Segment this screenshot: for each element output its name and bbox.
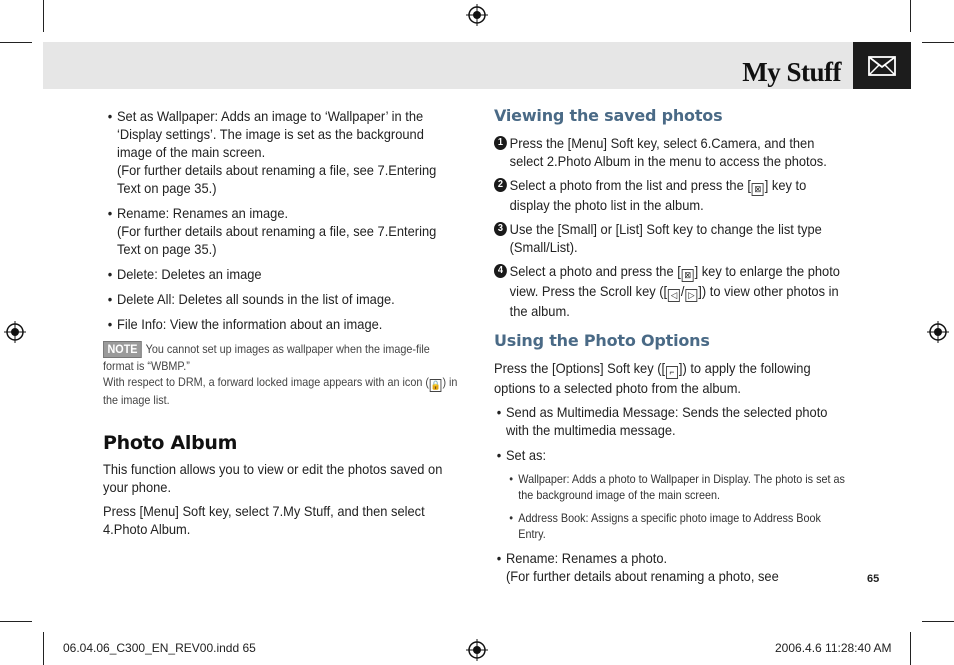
envelope-icon-box bbox=[853, 42, 911, 89]
crop-mark bbox=[43, 632, 44, 665]
list-item: • Send as Multimedia Message: Sends the selected photo with the multimedia message. bbox=[494, 403, 846, 439]
list-item: • Rename: Renames an image. (For further details about renaming a file, see 7.Entering Text on page 35.) bbox=[105, 204, 461, 258]
list-item: • File Info: View the information about an image. bbox=[105, 315, 461, 333]
step-number: 2 bbox=[494, 178, 507, 192]
scroll-left-icon: ◁ bbox=[668, 289, 680, 302]
list-item: • Delete: Deletes an image bbox=[105, 265, 461, 283]
footer-timestamp: 2006.4.6 11:28:40 AM bbox=[775, 641, 892, 655]
subsection-heading: Viewing the saved photos bbox=[494, 106, 723, 125]
step-item: 4 Select a photo and press the [ ⊠ ] key to enlarge the photo view. Press the Scroll key ([ ◁ / ▷ ]) to view other photos in the album. bbox=[494, 262, 846, 320]
registration-mark-icon bbox=[4, 321, 26, 343]
paragraph: This function allows you to view or edit the photos saved on your phone. bbox=[103, 461, 443, 495]
crop-mark bbox=[43, 0, 44, 32]
note-text: You cannot set up images as wallpaper when the image-file format is “WBMP.” bbox=[103, 342, 430, 373]
ok-key-icon: ⊠ bbox=[752, 183, 764, 196]
scroll-right-icon: ▷ bbox=[685, 289, 697, 302]
crop-mark bbox=[910, 0, 911, 32]
paragraph: Press the [Options] Soft key ([ ⌐ ]) to apply the following options to a selected photo from the album. bbox=[494, 360, 811, 396]
section-heading: Photo Album bbox=[103, 432, 238, 454]
envelope-icon bbox=[868, 56, 896, 76]
footer-filename: 06.04.06_C300_EN_REV00.indd 65 bbox=[63, 641, 256, 655]
note-badge: NOTE bbox=[103, 341, 142, 358]
drm-lock-icon: 🔒 bbox=[430, 380, 441, 390]
section-header bbox=[43, 42, 911, 89]
sub-list-item: • Address Book: Assigns a specific photo image to Address Book Entry. bbox=[494, 510, 848, 542]
soft-key-icon: ⌐ bbox=[666, 366, 678, 379]
step-item: 3 Use the [Small] or [List] Soft key to change the list type (Small/List). bbox=[494, 220, 846, 256]
page-number: 65 bbox=[867, 573, 880, 585]
note-block: NOTE You cannot set up images as wallpaper when the image-file format is “WBMP.” With respect to DRM, a forward locked image appears with an icon ( 🔒 ) in the image list. bbox=[103, 342, 458, 407]
crop-mark bbox=[922, 621, 954, 622]
step-number: 4 bbox=[494, 264, 507, 278]
paragraph: Press [Menu] Soft key, select 7.My Stuff, and then select 4.Photo Album. bbox=[103, 503, 425, 537]
crop-mark bbox=[922, 42, 954, 43]
sub-list-item: • Wallpaper: Adds a photo to Wallpaper in Display. The photo is set as the background image of the main screen. bbox=[494, 471, 848, 503]
registration-mark-icon bbox=[927, 321, 949, 343]
step-item: 1 Press the [Menu] Soft key, select 6.Camera, and then select 2.Photo Album in the menu to access the photos. bbox=[494, 134, 846, 170]
crop-mark bbox=[910, 632, 911, 665]
crop-mark bbox=[0, 621, 32, 622]
right-column bbox=[494, 107, 848, 592]
list-item: • Set as: bbox=[494, 446, 846, 464]
registration-mark-icon bbox=[466, 4, 488, 26]
left-column bbox=[103, 107, 461, 544]
page-title: My Stuff bbox=[742, 57, 841, 87]
step-number: 1 bbox=[494, 136, 507, 150]
ok-key-icon: ⊠ bbox=[682, 269, 694, 282]
list-item: • Rename: Renames a photo. (For further details about renaming a photo, see bbox=[494, 549, 846, 585]
subsection-heading: Using the Photo Options bbox=[494, 331, 710, 350]
step-item: 2 Select a photo from the list and press the [ ⊠ ] key to display the photo list in the album. bbox=[494, 176, 846, 214]
list-item: • Delete All: Deletes all sounds in the list of image. bbox=[105, 290, 461, 308]
crop-mark bbox=[0, 42, 32, 43]
step-number: 3 bbox=[494, 222, 507, 236]
registration-mark-icon bbox=[466, 639, 488, 661]
list-item: • Set as Wallpaper: Adds an image to ‘Wallpaper’ in the ‘Display settings’. The image is set as the background image of the main screen. (For further details about renaming a file, see 7.Entering Text on page 35.) bbox=[105, 107, 461, 197]
